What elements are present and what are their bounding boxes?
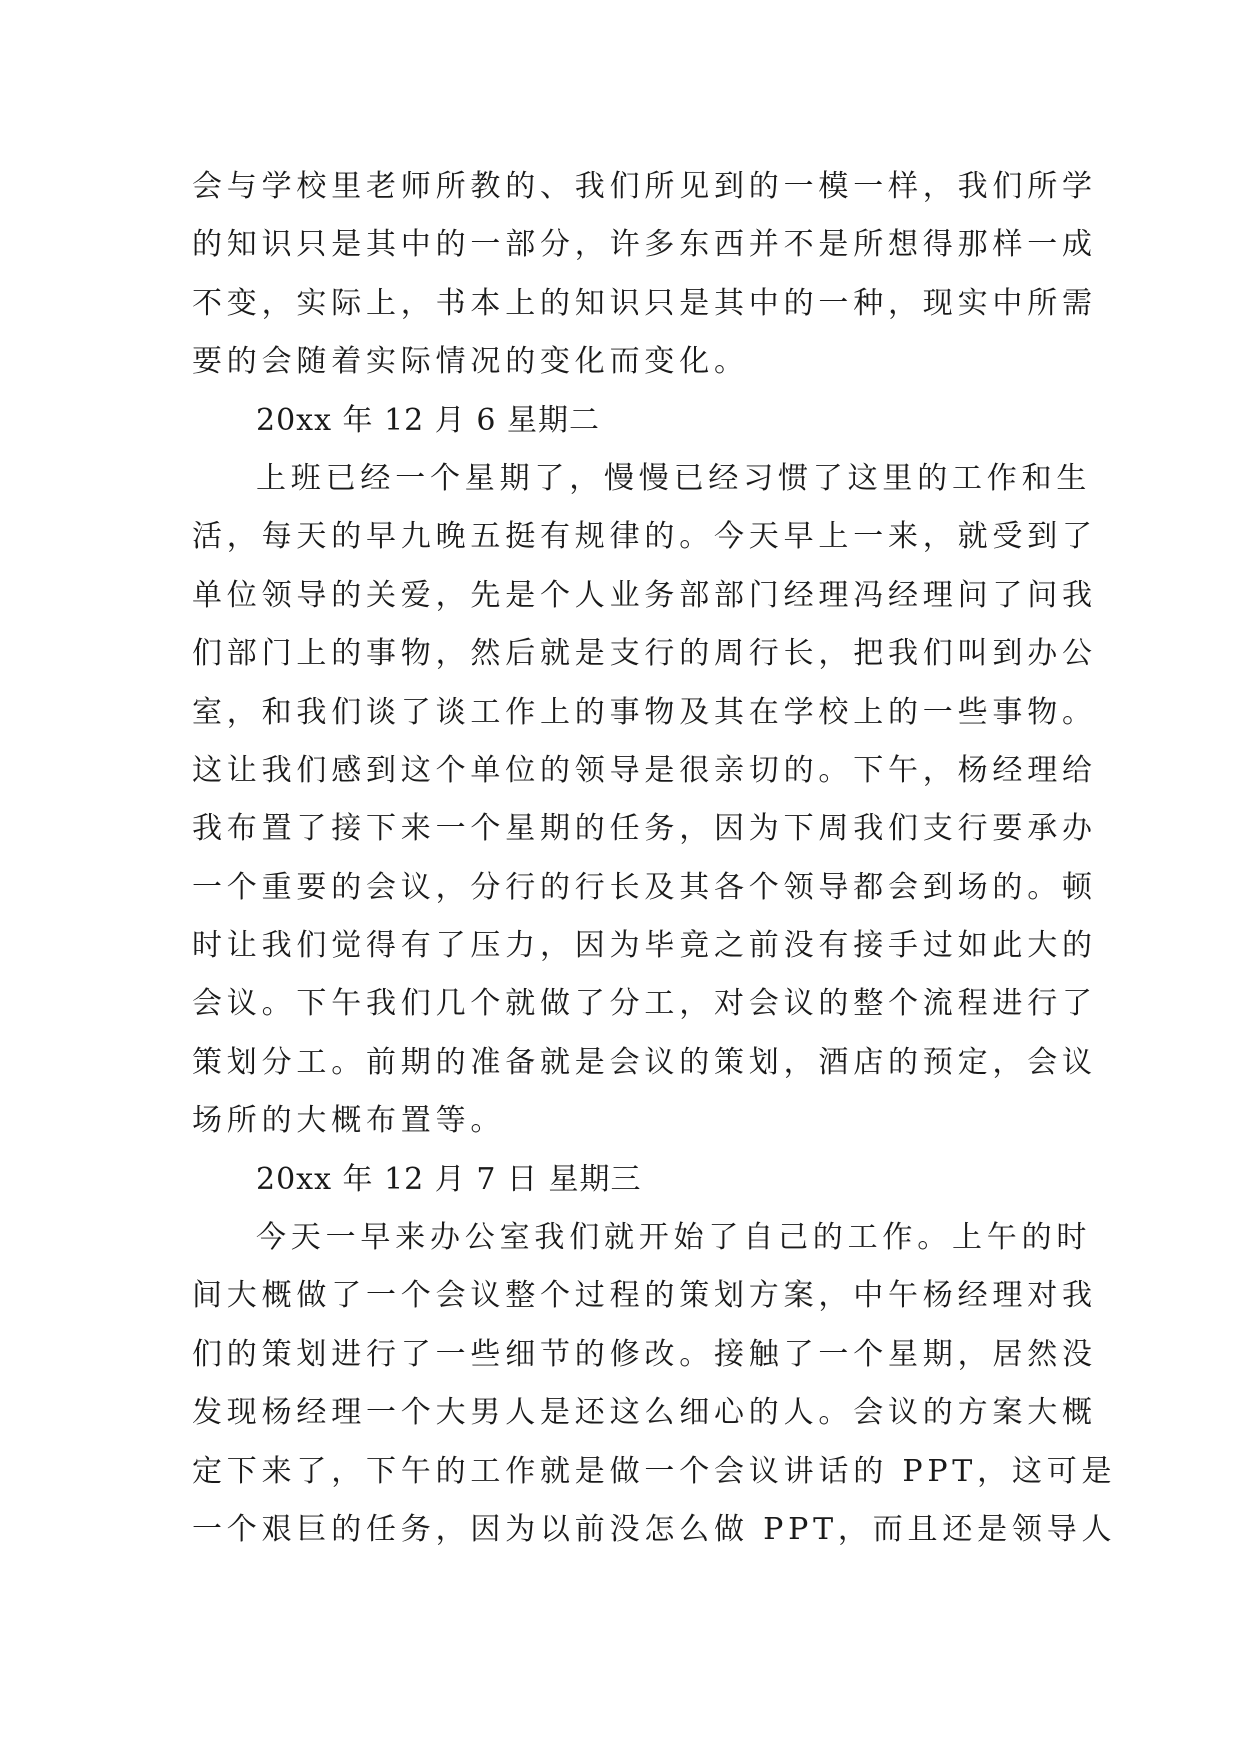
paragraph-first-line: 今天一早来办公室我们就开始了自己的工作。上午的时 <box>256 1220 1092 1256</box>
text-line: 要的会随着实际情况的变化而变化。 <box>192 344 749 380</box>
text-line: 会议。下午我们几个就做了分工，对会议的整个流程进行了 <box>192 986 1097 1022</box>
text-line: 单位领导的关爱，先是个人业务部部门经理冯经理问了问我 <box>192 577 1097 613</box>
text-line: 间大概做了一个会议整个过程的策划方案，中午杨经理对我 <box>192 1278 1097 1314</box>
text-line: 我布置了接下来一个星期的任务，因为下周我们支行要承办 <box>192 811 1097 847</box>
text-line: 一个重要的会议，分行的行长及其各个领导都会到场的。顿 <box>192 869 1097 905</box>
text-line: 会与学校里老师所教的、我们所见到的一模一样，我们所学 <box>192 169 1097 204</box>
text-line: 不变，实际上，书本上的知识只是其中的一种，现实中所需 <box>192 285 1097 321</box>
text-line: 活，每天的早九晚五挺有规律的。今天早上一来，就受到了 <box>192 519 1097 555</box>
text-line: 时让我们觉得有了压力，因为毕竟之前没有接手过如此大的 <box>192 928 1097 964</box>
paragraph-first-line: 上班已经一个星期了，慢慢已经习惯了这里的工作和生 <box>256 460 1092 496</box>
document-body <box>192 158 1117 1559</box>
text-line: 们部门上的事物，然后就是支行的周行长，把我们叫到办公 <box>192 636 1097 672</box>
text-line: 场所的大概布置等。 <box>192 1103 506 1139</box>
date-heading: 20xx 年 12 月 6 星期二 <box>256 402 600 438</box>
text-line: 这让我们感到这个单位的领导是很亲切的。下午，杨经理给 <box>192 752 1097 788</box>
date-heading: 20xx 年 12 月 7 日 星期三 <box>256 1161 642 1197</box>
text-line: 的知识只是其中的一部分，许多东西并不是所想得那样一成 <box>192 227 1097 263</box>
text-line: 一个艰巨的任务，因为以前没怎么做 PPT，而且还是领导人 <box>192 1511 1117 1547</box>
text-line: 室，和我们谈了谈工作上的事物及其在学校上的一些事物。 <box>192 694 1097 730</box>
text-line: 定下来了，下午的工作就是做一个会议讲话的 PPT，这可是 <box>192 1453 1117 1489</box>
text-line: 们的策划进行了一些细节的修改。接触了一个星期，居然没 <box>192 1336 1097 1372</box>
text-line: 策划分工。前期的准备就是会议的策划，酒店的预定，会议 <box>192 1044 1097 1080</box>
text-line: 发现杨经理一个大男人是还这么细心的人。会议的方案大概 <box>192 1395 1097 1431</box>
